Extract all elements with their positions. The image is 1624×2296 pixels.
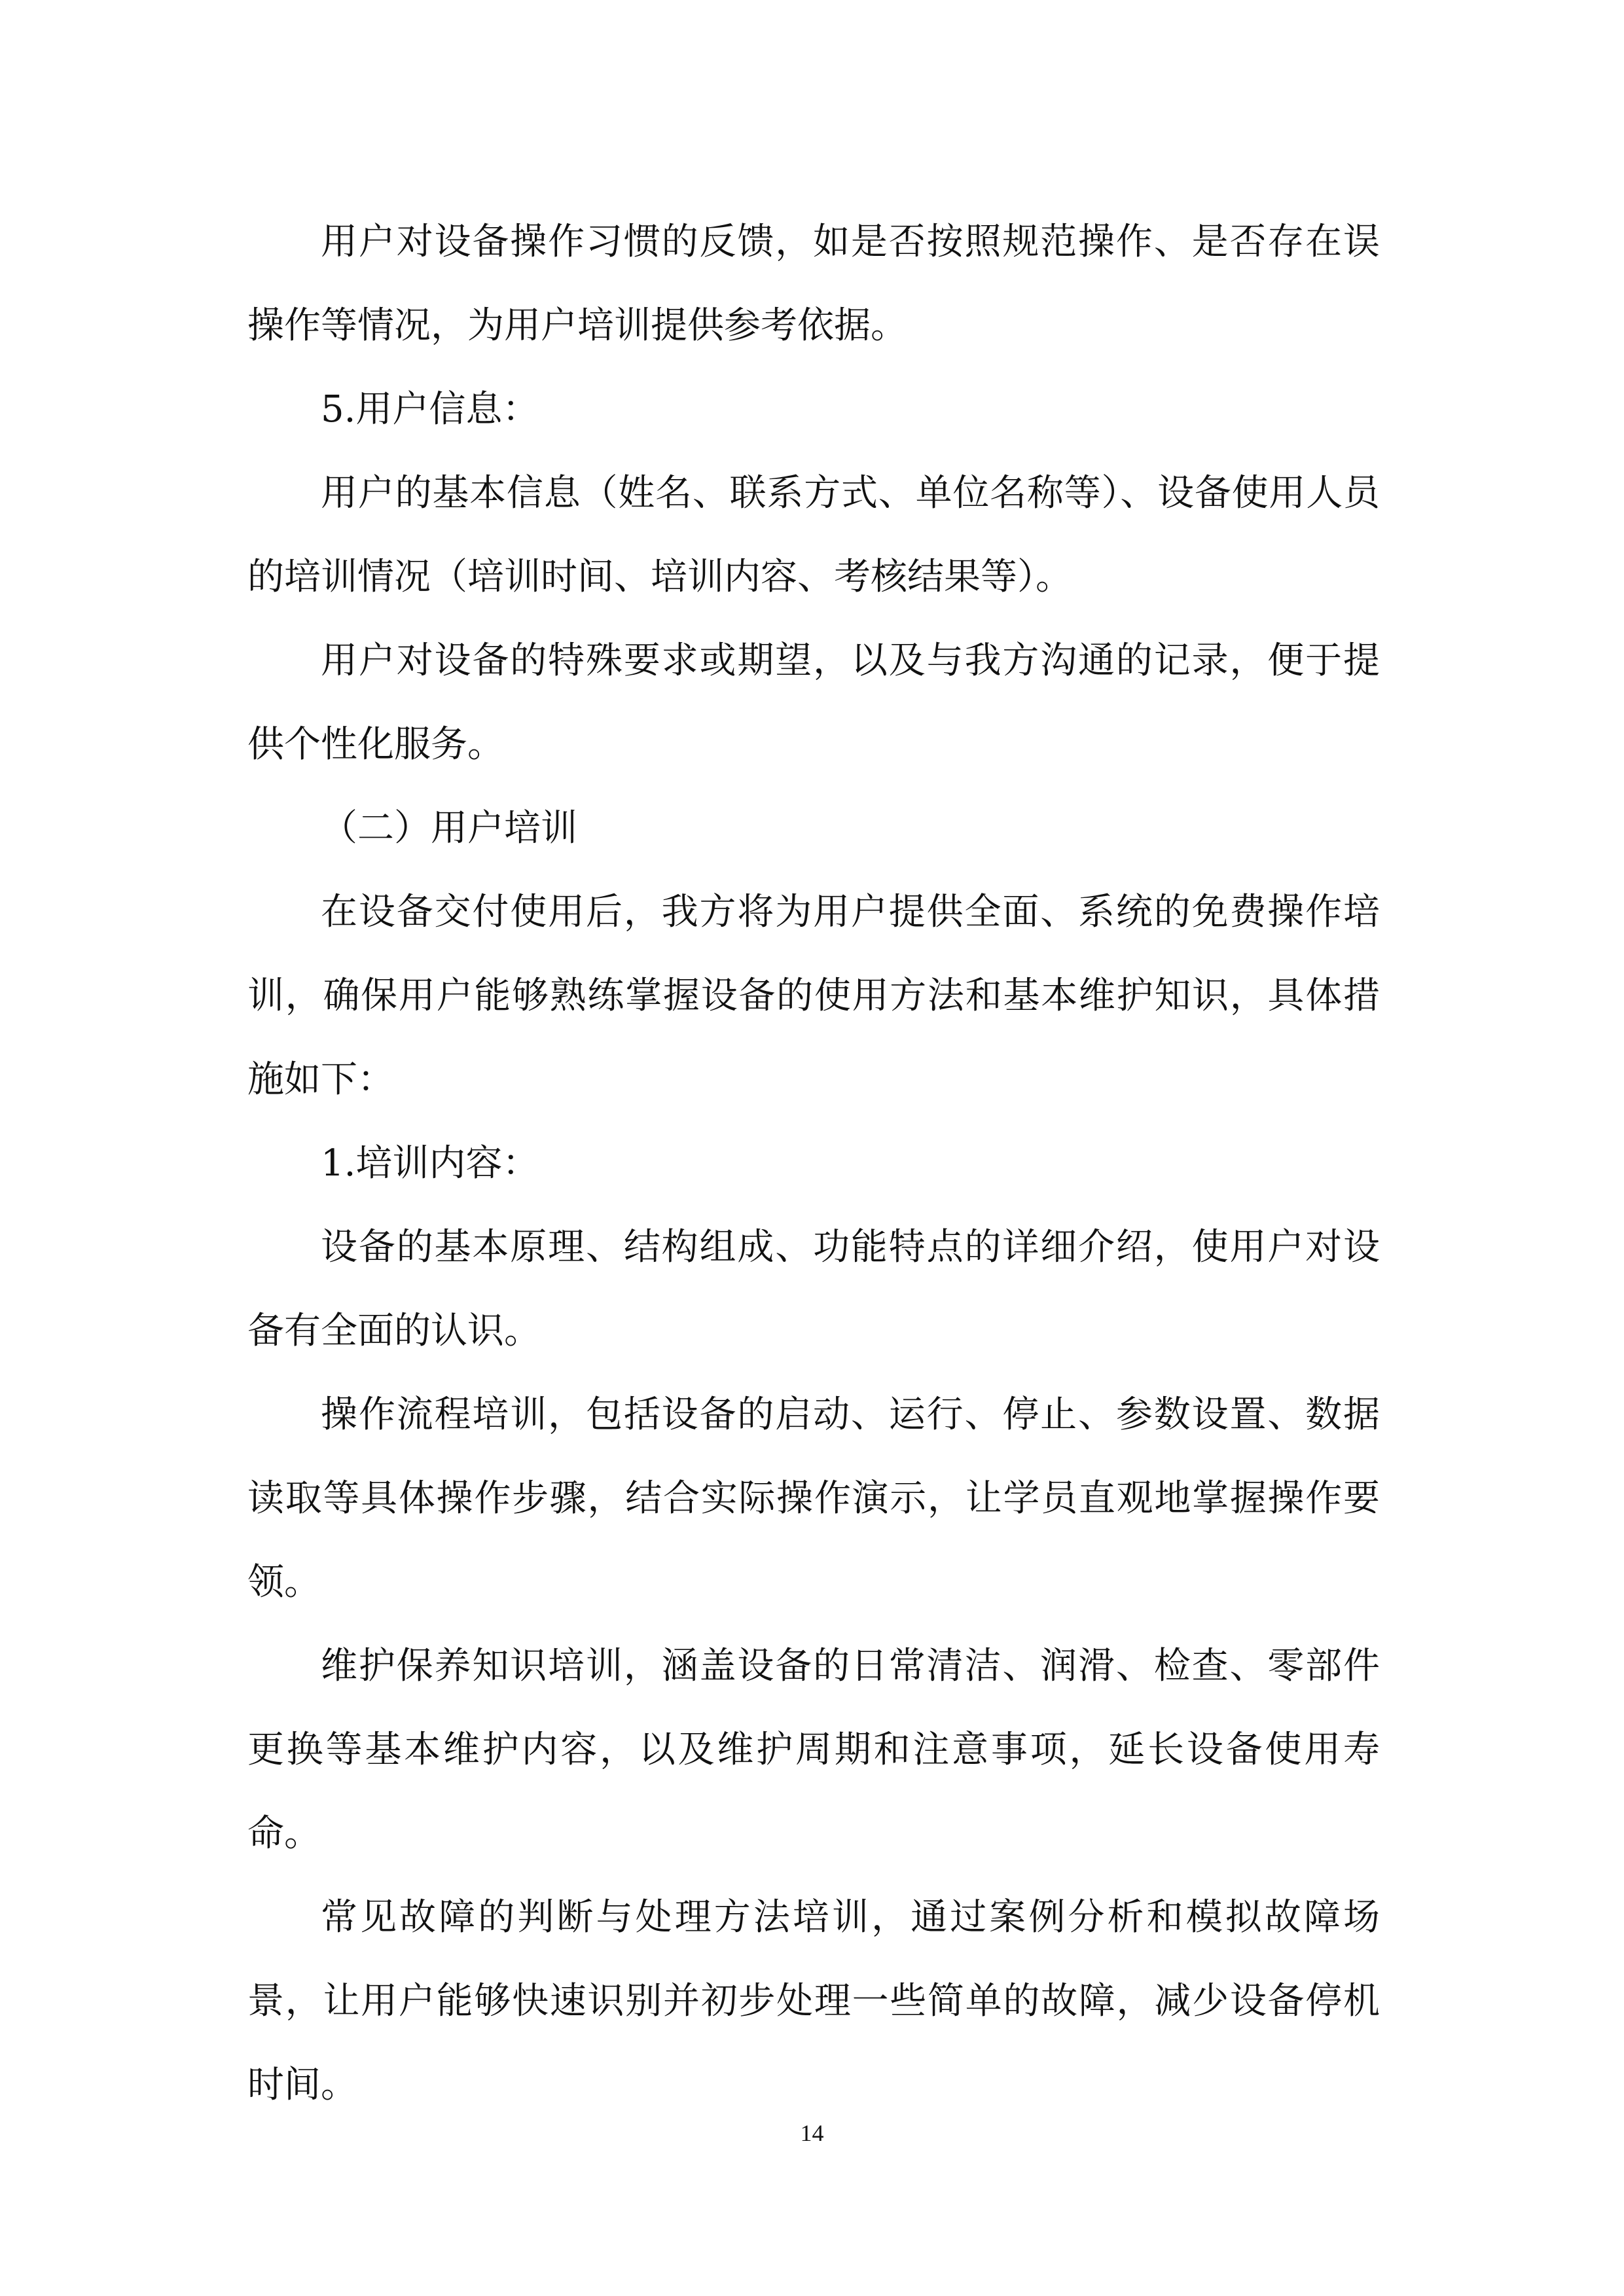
page-number: 14 <box>800 2120 824 2146</box>
paragraph-special-requirements: 用户对设备的特殊要求或期望，以及与我方沟通的记录，便于提供个性化服务。 <box>247 639 1380 766</box>
paragraph-user-basic-info: 用户的基本信息（姓名、联系方式、单位名称等）、设备使用人员的培训情况（培训时间、培训内容、考核结果等）。 <box>247 472 1380 598</box>
paragraph-maintenance-training: 维护保养知识培训，涵盖设备的日常清洁、润滑、检查、零部件更换等基本维护内容，以及维护周期和注意事项，延长设备使用寿命。 <box>247 1645 1380 1855</box>
heading-user-info: 5.用户信息： <box>321 388 539 431</box>
paragraph-operation-feedback: 用户对设备操作习惯的反馈，如是否按照规范操作、是否存在误操作等情况，为用户培训提供参考依据。 <box>247 221 1380 347</box>
paragraph-operation-training: 操作流程培训，包括设备的启动、运行、停止、参数设置、数据读取等具体操作步骤，结合实际操作演示，让学员直观地掌握操作要领。 <box>247 1393 1380 1604</box>
paragraph-fault-training: 常见故障的判断与处理方法培训，通过案例分析和模拟故障场景，让用户能够快速识别并初步处理一些简单的故障，减少设备停机时间。 <box>247 1896 1380 2106</box>
heading-user-training: （二）用户培训 <box>321 807 577 850</box>
paragraph-principles: 设备的基本原理、结构组成、功能特点的详细介绍，使用户对设备有全面的认识。 <box>247 1226 1380 1352</box>
paragraph-training-intro: 在设备交付使用后，我方将为用户提供全面、系统的免费操作培训，确保用户能够熟练掌握设备的使用方法和基本维护知识，具体措施如下： <box>247 891 1380 1101</box>
body-text <box>247 200 1380 2127</box>
heading-training-content: 1.培训内容： <box>321 1142 539 1185</box>
